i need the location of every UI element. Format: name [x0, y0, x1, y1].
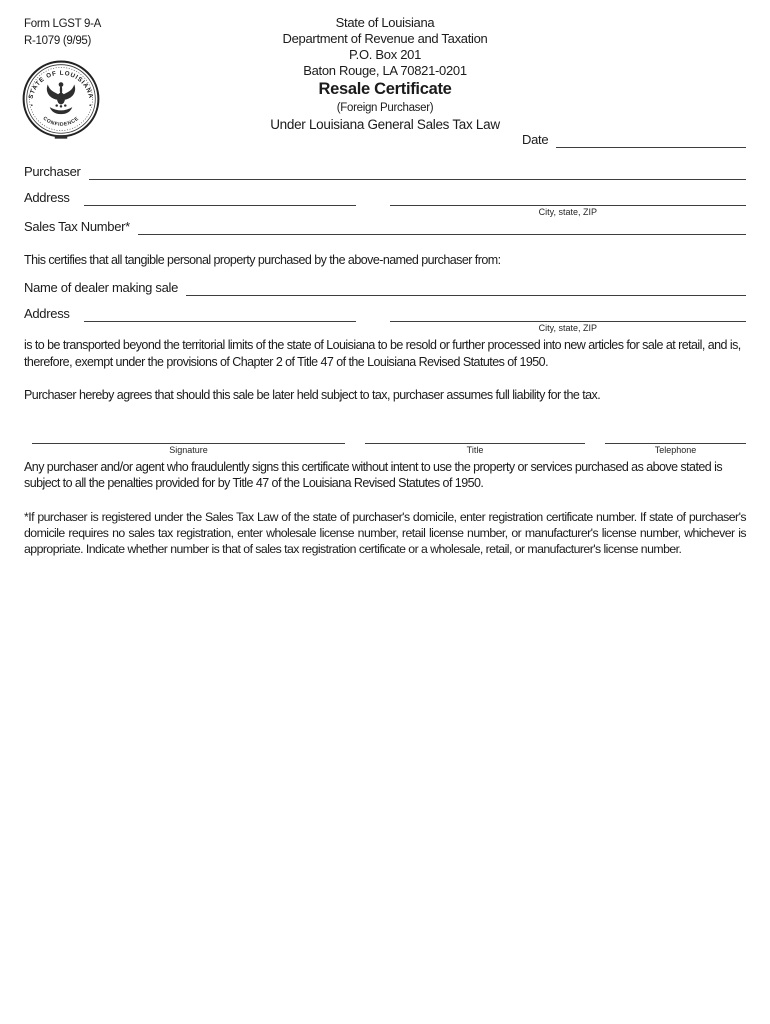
transport-clause-text: is to be transported beyond the territorial limits of the state of Louisiana to be resold or further processed into new articles for sale at retail, and is, therefore, exempt under the provisions of Chapter 2 of Title 47 of the Louisiana Revised Statutes of 1950.	[24, 338, 741, 369]
telephone-col	[605, 428, 746, 455]
dealer-address-street-line[interactable]	[84, 306, 356, 322]
form-law-line: Under Louisiana General Sales Tax Law	[270, 117, 500, 133]
louisiana-state-seal	[22, 60, 100, 142]
city-state-zip-caption: City, state, ZIP	[538, 207, 597, 217]
seal-bottom-text: CONFIDENCE	[41, 115, 81, 128]
dealer-address-label: Address	[24, 306, 70, 322]
form-title: Resale Certificate	[318, 80, 452, 99]
signature-row	[32, 428, 746, 455]
agency-header	[24, 14, 746, 134]
dealer-name-label: Name of dealer making sale	[24, 280, 179, 296]
purchaser-line[interactable]	[89, 164, 746, 180]
telephone-caption: Telephone	[654, 445, 697, 455]
purchaser-address-label: Address	[24, 190, 70, 205]
telephone-line[interactable]	[605, 428, 746, 444]
purchaser-address-city-line[interactable]	[390, 190, 746, 206]
dealer-address-city-col	[390, 306, 746, 334]
dealer-address-row	[24, 306, 746, 334]
form-revision: R-1079 (9/95)	[24, 35, 92, 48]
purchaser-address-street-line[interactable]	[84, 190, 356, 206]
form-number: Form LGST 9-A	[24, 18, 102, 30]
purchaser-field-row	[24, 164, 746, 180]
dealer-name-row	[24, 280, 746, 296]
title-col	[365, 428, 585, 455]
date-label: Date	[522, 132, 549, 147]
certification-intro-text: This certifies that all tangible personal property purchased by the above-named purchaser from:	[24, 253, 501, 267]
dealer-address-city-line[interactable]	[390, 306, 746, 322]
agency-city-line: Baton Rouge, LA 70821-0201	[303, 62, 467, 78]
agency-state-line: State of Louisiana	[335, 15, 435, 30]
title-caption: Title	[466, 445, 484, 455]
form-subtitle: (Foreign Purchaser)	[336, 101, 434, 114]
dealer-name-line[interactable]	[186, 280, 746, 296]
date-line[interactable]	[556, 132, 746, 148]
form-masthead	[24, 14, 746, 133]
signature-line[interactable]	[32, 428, 345, 444]
date-field-row	[522, 132, 746, 148]
purchaser-label: Purchaser	[24, 164, 81, 179]
louisiana-seal-icon	[22, 60, 100, 141]
svg-text:CONFIDENCE	[42, 116, 81, 128]
sales-tax-number-label: Sales Tax Number*	[24, 219, 130, 234]
form-id-block	[24, 16, 101, 51]
signature-col	[32, 428, 345, 455]
city-state-zip-caption: City, state, ZIP	[538, 323, 597, 334]
agency-department-line: Department of Revenue and Taxation	[282, 30, 488, 46]
purchaser-address-row	[24, 190, 746, 217]
seal-banner	[55, 135, 67, 139]
seal-top-text: STATE OF LOUISIANA	[27, 69, 95, 100]
footnote-text: *If purchaser is registered under the Sales Tax Law of the state of purchaser's domicile, enter registration certificate number. If state of purchaser's domicile requires no sales tax registration, enter wholesale license number, retail license number, or manufacturer's license number, whichever is appropriate. Indicate whether number is that of sales tax registration certificate or a wholesale, retail, or manufacturer's license number.	[24, 509, 746, 557]
pelican-icon	[47, 82, 75, 114]
liability-clause-text: Purchaser hereby agrees that should this sale be later held subject to tax, purchaser assumes full liability for the tax.	[24, 387, 601, 402]
purchaser-address-city-col	[390, 190, 746, 217]
title-line[interactable]	[365, 428, 585, 444]
sales-tax-number-row	[24, 219, 746, 235]
fraud-clause-text: Any purchaser and/or agent who fraudulently signs this certificate without intent to use the property or services purchased as above stated is subject to all the penalties provided for by Title 47 of the Louisiana Revised Statutes of 1950.	[24, 460, 723, 491]
agency-pobox-line: P.O. Box 201	[348, 46, 422, 62]
sales-tax-number-line[interactable]	[138, 219, 746, 235]
signature-caption: Signature	[169, 445, 208, 455]
